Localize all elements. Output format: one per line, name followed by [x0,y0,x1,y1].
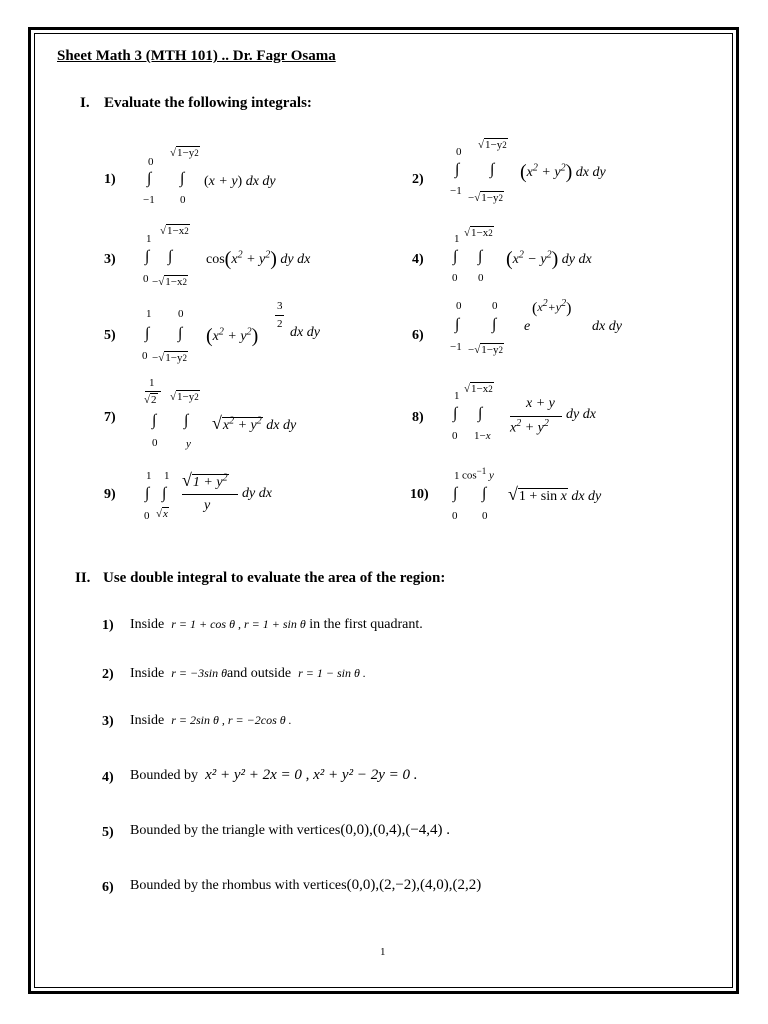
area-1-text [130,617,423,633]
area-4-number: 4) [102,770,114,785]
area-3-math: r = 2sin θ , r = −2cos θ . [171,713,292,727]
integral-1-number: 1) [104,172,116,187]
section-2-title: Use double integral to evaluate the area of the region: [103,570,446,586]
area-2-pre: Inside [130,666,165,681]
integral-5: 1 ∫ 0 0 ∫ −√1−y2 $(x^2 + y^2)$ 3 2 dx dy [142,300,320,364]
integral-8: 1 ∫ 0 √1−x2 ∫ 1−x x + y $x^2 + y^2$ dy dx [452,383,596,442]
area-5-pre: Bounded by the triangle with vertices [130,823,341,838]
section-2-heading [75,570,445,587]
area-1-post: in the first quadrant. [309,617,423,632]
integral-4: 1 ∫ 0 √1−x2 ∫ 0 $(x^2 - y^2)$ dy dx [452,227,592,284]
section-2-number: II. [75,570,91,586]
area-5-text [130,822,450,839]
integral-6: 0 ∫ −1 0 ∫ −√1−y2 e $(x^2+y^2)$ dx dy [450,298,622,356]
area-2-number: 2) [102,667,114,682]
section-1-title: Evaluate the following integrals: [104,95,312,111]
area-4-text [130,767,417,784]
area-4-math: x² + y² + 2x = 0 , x² + y² − 2y = 0 . [205,767,418,783]
section-1-heading [80,95,312,112]
area-2-text [130,666,366,682]
area-6-number: 6) [102,880,114,895]
area-1-number: 1) [102,618,114,633]
area-1-pre: Inside [130,617,165,632]
integral-9: 1 ∫ 0 1 ∫ √x $√1 + y^2$ y dy dx [144,470,272,522]
area-2-math-2: r = 1 − sin θ . [298,666,366,680]
area-6-math: (0,0),(2,−2),(4,0),(2,2) [346,877,482,893]
area-3-pre: Inside [130,713,165,728]
area-6-text [130,877,481,894]
integral-3: 1 ∫ 0 √1−x2 ∫ −√1−x2 $\cos(x^2 + y^2)$ dy dx [143,225,311,288]
area-1-math: r = 1 + cos θ , r = 1 + sin θ [171,617,306,631]
sheet-title: Sheet Math 3 (MTH 101) .. Dr. Fagr Osama [57,48,336,64]
page-number: 1 [380,946,386,958]
integral-9-number: 9) [104,487,116,502]
area-4-pre: Bounded by [130,768,199,783]
area-3-text [130,713,292,729]
integral-7-number: 7) [104,410,116,425]
integral-2: 0 ∫ −1 √1−y2 ∫ −√1−y2 $(x^2 + y^2)$ dx dy [450,139,606,204]
area-3-number: 3) [102,714,114,729]
integral-5-number: 5) [104,328,116,343]
area-5-number: 5) [102,825,114,840]
section-1-number: I. [80,95,90,111]
area-2-mid: and outside [226,666,292,681]
integral-10: 1 ∫ 0 $\cos^{-1} y$ ∫ 0 √1 + sin x dx dy [452,466,602,522]
integral-2-number: 2) [412,172,424,187]
integral-1: 0 ∫ −1 √1−y2 ∫ 0 (x + y) dx dy [143,147,276,206]
area-2-math-1: r = −3sin θ [171,666,227,680]
integral-7: 1 √2 ∫ 0 √1−y2 ∫ y $√x^2 + y^2$ dx dy [144,377,297,450]
integral-3-number: 3) [104,252,116,267]
area-5-math: (0,0),(0,4),(−4,4) . [340,822,451,838]
integral-4-number: 4) [412,252,424,267]
integral-10-number: 10) [410,487,429,502]
integral-6-number: 6) [412,328,424,343]
integral-8-number: 8) [412,410,424,425]
area-6-pre: Bounded by the rhombus with vertices [130,878,347,893]
